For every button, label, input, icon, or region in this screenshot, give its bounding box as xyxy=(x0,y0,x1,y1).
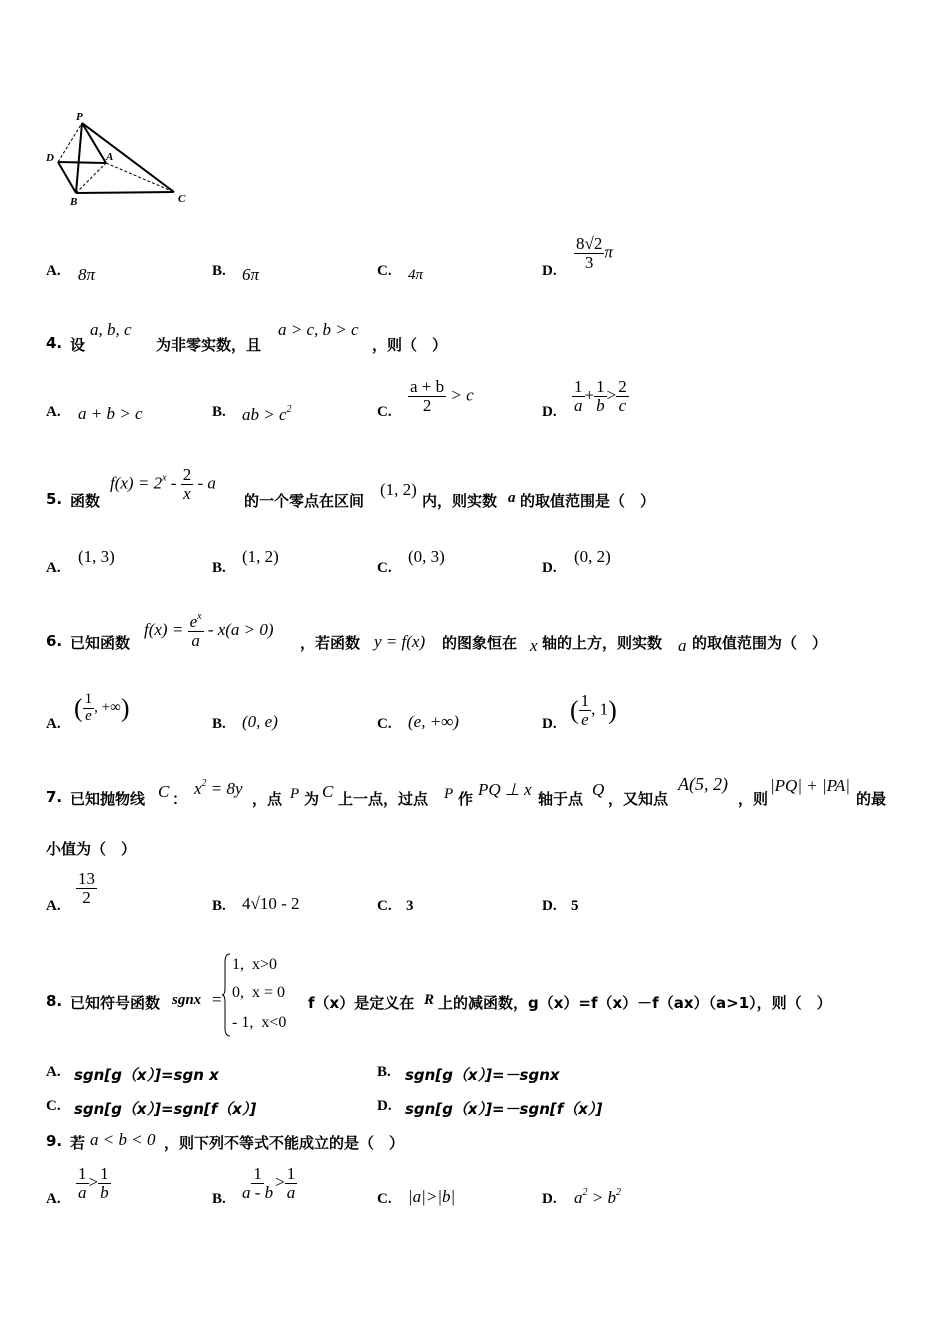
q4-b-exp: 2 xyxy=(286,404,292,415)
q7-C2: C xyxy=(322,782,334,801)
q9-option-c-label: C. xyxy=(377,1191,392,1207)
q7-text-9: 的最 xyxy=(856,790,887,808)
q7-eq-exp: 2 xyxy=(201,778,207,789)
q4-c-rest: > c xyxy=(450,385,474,405)
q3-option-b-label: B. xyxy=(212,263,226,279)
label-P: P xyxy=(76,111,83,123)
q6-g: y = f(x) xyxy=(374,632,426,651)
q3-d-numerator: 8√2 xyxy=(576,234,603,253)
q8-option-a: sgn[g（x）]=sgn x xyxy=(74,1066,219,1084)
q9-a-frac2-num: 1 xyxy=(100,1164,109,1183)
q8-option-d-label: D. xyxy=(377,1098,392,1114)
q9-d-mid: > b xyxy=(587,1188,616,1207)
q9-condition: a < b < 0 xyxy=(90,1130,156,1149)
q9-text-2: ，则下列不等式不能成立的是（ ） xyxy=(164,1134,405,1152)
pyramid-figure xyxy=(40,105,200,215)
q4-d-frac1-den: a xyxy=(574,395,583,415)
q8-option-c: sgn[g（x）]=sgn[f（x）] xyxy=(74,1100,257,1118)
q4-vars: a, b, c xyxy=(90,320,132,339)
q4-option-d-label: D. xyxy=(542,404,557,420)
q3-option-c: 4π xyxy=(408,267,424,283)
q6-a-num: 1 xyxy=(84,691,93,707)
q4-d-plus: + xyxy=(584,385,595,405)
q7-text-8: ，则 xyxy=(738,790,769,808)
q3-option-a-label: A. xyxy=(46,263,61,279)
q7-line-2: 小值为（ ） xyxy=(46,840,137,858)
q8-number: 8. xyxy=(46,992,63,1010)
q8-option-a-label: A. xyxy=(46,1064,61,1080)
q5-text-3: 内，则实数 xyxy=(422,492,498,510)
q7-option-c-label: C. xyxy=(377,898,392,914)
q6-d-num: 1 xyxy=(580,691,590,710)
q6-options xyxy=(0,690,950,740)
q6-option-a-label: A. xyxy=(46,716,61,732)
q7-eq-x: x xyxy=(194,779,202,798)
q7-option-d-label: D. xyxy=(542,898,557,914)
label-A: A xyxy=(106,151,114,163)
q9-option-b-label: B. xyxy=(212,1191,226,1207)
q5-text-4: 的取值范围是（ ） xyxy=(520,492,656,510)
q4-text-2: 为非零实数，且 xyxy=(156,336,262,354)
q7-colon: ： xyxy=(172,790,188,808)
q9-a-frac1-num: 1 xyxy=(78,1164,87,1183)
q5-function xyxy=(110,466,216,503)
q7-option-b-label: B. xyxy=(212,898,226,914)
q7-expression: |PQ| + |PA| xyxy=(770,776,850,795)
q7-text-7: ，又知点 xyxy=(608,790,669,808)
pyramid-diagram xyxy=(40,105,200,215)
q5-options xyxy=(0,545,950,585)
q4-d-frac1-num: 1 xyxy=(574,377,583,396)
q3-d-denominator: 3 xyxy=(584,252,594,272)
q7-C: C xyxy=(158,782,170,801)
q5-frac-num: 2 xyxy=(182,465,192,484)
q5-option-d: (0, 2) xyxy=(574,547,611,566)
q7-Q: Q xyxy=(592,780,605,799)
q4-number: 4. xyxy=(46,334,63,352)
q6-d-den: e xyxy=(581,709,589,729)
q6-option-d-label: D. xyxy=(542,716,557,732)
q4-d-frac3-num: 2 xyxy=(618,377,627,396)
q7-text-5: 作 xyxy=(458,790,474,808)
q6-text-5: 的取值范围为（ ） xyxy=(692,634,828,652)
q6-text-3: 的图象恒在 xyxy=(442,634,518,652)
q9-text-1: 若 xyxy=(70,1134,86,1152)
q7-stem xyxy=(46,770,926,860)
q3-option-a: 8π xyxy=(78,265,96,284)
q9-b-frac1-num: 1 xyxy=(253,1164,262,1183)
q7-option-d: 5 xyxy=(571,898,579,914)
q7-A: A(5, 2) xyxy=(678,774,728,794)
q4-text-3: ，则（ ） xyxy=(372,336,448,354)
q4-condition: a > c, b > c xyxy=(278,320,359,339)
q4-d-frac2-num: 1 xyxy=(596,377,605,396)
q6-frac-num-exp: x xyxy=(197,611,202,622)
q4-option-b xyxy=(242,404,292,425)
q8-text-3: 上的减函数，g（x）=f（x）－f（ax）（a>1），则（ ） xyxy=(438,994,832,1012)
q3-option-d-label: D. xyxy=(542,263,557,279)
q7-P2: P xyxy=(444,786,454,802)
q4-option-d xyxy=(572,378,629,415)
q4-text-1: 设 xyxy=(70,336,86,354)
q5-stem xyxy=(46,462,926,512)
q4-option-a: a + b > c xyxy=(78,404,143,423)
q5-option-c: (0, 3) xyxy=(408,547,445,566)
q4-option-a-label: A. xyxy=(46,404,61,420)
q9-option-b xyxy=(240,1165,297,1202)
q4-d-gt: > xyxy=(606,385,617,405)
q9-d-exp2: 2 xyxy=(615,1187,621,1198)
q7-perp: PQ ⊥ x xyxy=(478,780,532,799)
q5-text-2: 的一个零点在区间 xyxy=(244,492,365,510)
q9-option-d xyxy=(574,1187,621,1208)
q6-f-tail: - x(a > 0) xyxy=(207,619,274,639)
q4-c-numerator: a + b xyxy=(410,377,445,396)
q7-options xyxy=(0,868,950,918)
q8-option-b: sgn[g（x）]=－sgnx xyxy=(405,1066,560,1084)
label-D: D xyxy=(46,152,54,164)
q9-number: 9. xyxy=(46,1132,63,1150)
q9-option-c: |a|>|b| xyxy=(408,1187,456,1206)
q5-option-c-label: C. xyxy=(377,560,392,576)
q8-case-3: - 1, x<0 xyxy=(232,1014,287,1031)
q7-a-den: 2 xyxy=(82,887,91,907)
q8-options xyxy=(0,1060,950,1120)
q5-interval: (1, 2) xyxy=(380,480,417,499)
q5-f-tail: - a xyxy=(193,473,216,493)
q7-text-6: 轴于点 xyxy=(538,790,584,808)
q4-option-b-label: B. xyxy=(212,404,226,420)
q4-d-frac2-den: b xyxy=(596,395,605,415)
q4-option-c-label: C. xyxy=(377,404,392,420)
q8-sgn: sgnx xyxy=(172,992,202,1008)
q6-frac-den: a xyxy=(191,630,200,650)
q9-d-a: a xyxy=(574,1188,583,1207)
q5-var: a xyxy=(508,490,516,506)
q6-f-lhs: f(x) = xyxy=(144,619,184,639)
q5-f-minus: - xyxy=(166,473,181,493)
q8-text-2: f（x）是定义在 xyxy=(308,994,415,1012)
q6-d-tail: , 1 xyxy=(591,699,609,719)
q7-equation xyxy=(194,778,243,799)
label-B: B xyxy=(70,196,78,208)
q7-eq-tail: = 8y xyxy=(206,779,243,798)
q8-equals: = xyxy=(212,990,222,1009)
q3-option-b: 6π xyxy=(242,265,260,284)
q8-brace xyxy=(222,952,232,1038)
q8-option-c-label: C. xyxy=(46,1098,61,1114)
q6-a: a xyxy=(678,636,687,655)
q9-option-a xyxy=(76,1165,111,1202)
q6-option-c: (e, +∞) xyxy=(408,712,459,731)
q6-option-d: ( $\frac{1}{e}$ , 1) xyxy=(570,691,617,729)
q7-a-num: 13 xyxy=(78,869,95,888)
q6-number: 6. xyxy=(46,632,63,650)
q6-text-2: ，若函数 xyxy=(300,634,361,652)
label-C: C xyxy=(178,193,186,205)
q4-option-c xyxy=(408,378,474,415)
q8-text-1: 已知符号函数 xyxy=(70,994,161,1012)
q8-option-b-label: B. xyxy=(377,1064,391,1080)
q7-option-b: 4√10 - 2 xyxy=(242,894,300,913)
q9-option-a-label: A. xyxy=(46,1191,61,1207)
q8-R: R xyxy=(424,992,435,1008)
q4-options xyxy=(0,378,950,428)
q5-option-a: (1, 3) xyxy=(78,547,115,566)
q9-option-d-label: D. xyxy=(542,1191,557,1207)
q8-option-d: sgn[g（x）]=－sgn[f（x）] xyxy=(405,1100,603,1118)
q8-case-2: 0, x = 0 xyxy=(232,984,286,1001)
q6-option-c-label: C. xyxy=(377,716,392,732)
q9-a-frac2-den: b xyxy=(100,1182,109,1202)
q4-c-denominator: 2 xyxy=(422,395,432,415)
q9-b-frac2-num: 1 xyxy=(286,1164,296,1183)
q5-f-head: f(x) = 2 xyxy=(110,473,163,493)
q8-case-1: 1, x>0 xyxy=(232,956,278,973)
q7-number: 7. xyxy=(46,788,63,806)
q7-text-4: 上一点，过点 xyxy=(338,790,429,808)
q8-stem xyxy=(46,950,926,1040)
q6-option-b: (0, e) xyxy=(242,712,278,731)
q6-text-4: 轴的上方，则实数 xyxy=(542,634,663,652)
q6-frac-num: e xyxy=(189,612,198,631)
q4-b-base: ab > c xyxy=(242,405,287,424)
q6-text-1: 已知函数 xyxy=(70,634,131,652)
q7-text-2: ，点 xyxy=(252,790,283,808)
q8-piecewise xyxy=(222,952,312,1038)
q9-d-exp1: 2 xyxy=(582,1187,588,1198)
q9-a-frac1-den: a xyxy=(78,1182,87,1202)
q5-option-d-label: D. xyxy=(542,560,557,576)
q9-options xyxy=(0,1165,950,1215)
q4-d-frac3-den: c xyxy=(618,395,627,415)
q9-b-gt: > xyxy=(275,1172,285,1192)
q5-option-b-label: B. xyxy=(212,560,226,576)
q5-number: 5. xyxy=(46,490,63,508)
q5-text-1: 函数 xyxy=(70,492,101,510)
q9-a-gt: > xyxy=(88,1172,99,1192)
q6-option-b-label: B. xyxy=(212,716,226,732)
q6-a-tail: , +∞ xyxy=(94,699,121,716)
q5-option-b: (1, 2) xyxy=(242,547,279,566)
q9-b-frac2-den: a xyxy=(286,1182,296,1202)
q6-option-a: ( $\frac{1}{e}$ , +∞) xyxy=(74,691,130,724)
q5-option-a-label: A. xyxy=(46,560,61,576)
q3-option-c-label: C. xyxy=(377,263,392,279)
q7-text-3: 为 xyxy=(304,790,320,808)
q9-stem xyxy=(46,1130,926,1160)
q4-stem xyxy=(46,318,926,358)
q5-f-exp: x xyxy=(162,472,167,484)
q7-option-a-label: A. xyxy=(46,898,61,914)
q7-P: P xyxy=(290,786,300,802)
q9-b-frac1-den: a - b xyxy=(242,1182,274,1202)
q5-frac-den: x xyxy=(183,483,191,503)
q3-d-pi: π xyxy=(604,242,613,262)
q6-a-den: e xyxy=(85,707,92,724)
q6-stem xyxy=(46,612,926,662)
q7-option-c: 3 xyxy=(406,898,414,914)
q3-option-d xyxy=(574,235,613,272)
q3-options xyxy=(0,234,950,295)
q7-text-1: 已知抛物线 xyxy=(70,790,146,808)
q7-option-a xyxy=(76,870,97,907)
q6-x: x xyxy=(530,636,538,655)
q6-function xyxy=(144,612,274,650)
